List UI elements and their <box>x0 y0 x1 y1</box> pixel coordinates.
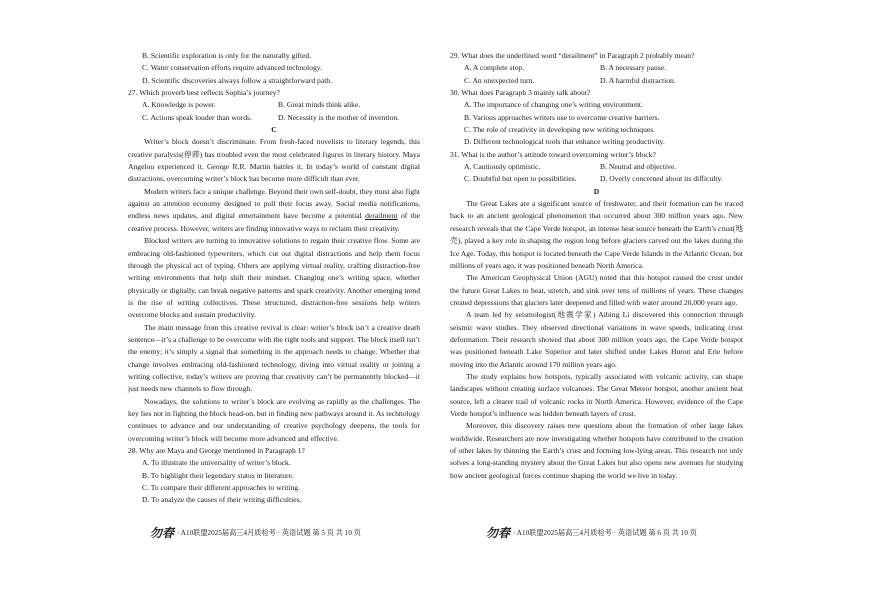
option-text: B. To highlight their legendary status in literature. <box>142 470 294 480</box>
left-column <box>128 50 420 507</box>
passage-paragraph: The American Geophysical Union (AGU) noted that this hotspot caused the crust under the future Great Lakes to heat, stretch, and sink over tens of millions of years. These changes created depressions that glaciers later deepened and filled with water around 20,000 years ago. <box>450 273 743 307</box>
option-text: D. Different technological tools that enhance writing productivity. <box>464 137 665 147</box>
option-text: D. To analyze the causes of their writing difficulties. <box>142 495 302 505</box>
question-stem: 28. Why are Maya and George mentioned in Paragraph 1? <box>128 446 305 455</box>
paragraph-text: of the creative process. However, writers are finding innovative ways to reclaim their creativity. <box>128 211 421 233</box>
passage-paragraph: Blocked writers are turning to innovative solutions to regain their creative flow. Some are embracing old-fashioned typewriters, which cut out digital distractions and help them focus through the physical act of typing. Others are applying virtual reality, crafting distraction-free writing environments that help shift their mindset. Changing one’s writing space, whether physically or digitally, can break negative patterns and spark creativity. Another emerging trend is the rise of writing collectives. These structured, distraction-free sessions help writers overcome blocks and sustain productivity. <box>128 236 420 320</box>
option-text: D. Overly concerned about its difficulty. <box>600 174 723 184</box>
passage-paragraph <box>128 186 420 235</box>
option-row <box>450 75 743 87</box>
option-text: C. An unexpected turn. <box>464 75 535 85</box>
passage-paragraph: Nowadays, the solutions to writer’s block are evolving as rapidly as the challenges. The key lies not in fighting the block head-on, but in finding new pathways around it. As technology continues to advance and our understanding of creative psychology deepens, the tools for overcoming writer’s block will become more advanced and effective. <box>128 396 420 443</box>
passage-paragraph: A team led by seismologist(地震学家) Aibing Li discovered this connection through seismic wave studies. They observed directional variations in wave speeds, indicating crust deformation. Their research showed that about 300 million years ago, the Cape Verde hotspot was positioned beneath Lake Superior and later shifted under Lakes Huron and Erie before moving into the Atlantic around 170 million years ago. <box>450 310 743 369</box>
right-column <box>450 50 743 482</box>
option-text: B. Neutral and objective. <box>600 162 677 172</box>
question-stem: 31. What is the author’s attitude toward overcoming writer’s block? <box>450 149 656 159</box>
option-row <box>128 112 420 124</box>
option-text: C. Doubtful but open to possibilities. <box>464 174 577 184</box>
passage-paragraph: The main message from this creative revival is clear: writer’s block isn’t a creative death sentence—it’s a challenge to be overcome with the right tools and support. The block itself isn’t the enemy; it’s simply a signal that something in the approach needs to change. Whether that change involves embracing old-fashioned technology, diving into virtual reality or joining a writing collective, today’s writers are proving that creativity can’t be permanently blocked—it just needs new channels to flow through. <box>128 322 420 394</box>
underlined-word: derailment <box>365 211 398 221</box>
option-text: D. Scientific discoveries always follow a straightforward path. <box>142 75 332 85</box>
option-text: A. Knowledge is power. <box>142 100 216 110</box>
section-heading: D <box>593 186 600 196</box>
option-row <box>450 161 743 173</box>
publisher-logo: 勿春 <box>486 526 511 540</box>
option-text: C. Actions speak louder than words. <box>142 112 252 122</box>
passage-paragraph: Writer’s block doesn’t discriminate. From fresh-faced novelists to literary legends, this creative paralysis(停滞) has troubled even the most celebrated figures in literary history. Maya Angelou experienced it. George R.R. Martin battles it. In today’s world of constant digital distractions, overcoming writer’s block has become more difficult than ever. <box>128 137 420 184</box>
option-row <box>450 173 743 185</box>
section-heading: C <box>271 125 277 135</box>
footer-text: · A10联盟2025届高三4月质检考 · 英语试题 第 6 页 共 10 页 <box>513 528 697 537</box>
option-text: B. Great minds think alike. <box>278 100 361 110</box>
option-text: B. Various approaches writers use to overcome creative barriers. <box>464 112 660 122</box>
option-text: A. The importance of changing one’s writing environment. <box>464 100 643 110</box>
option-text: C. The role of creativity in developing new writing techniques. <box>464 125 656 135</box>
paragraph-text: Modern writers face a unique challenge. Beyond their own self-doubt, they must also fight against an attention economy designed to pull their focus away. Social media notifications, endless news updates, and digital entertainment have become a potential <box>128 186 420 221</box>
question-stem: 27. Which proverb best reflects Sophia’s journey? <box>128 88 280 98</box>
option-text: C. Water conservation efforts require advanced technology. <box>142 63 322 73</box>
option-text: A. To illustrate the universality of writer’s block. <box>142 458 291 468</box>
footer-page-5 <box>150 524 361 541</box>
passage-paragraph: The study explains how hotspots, typically associated with volcanic activity, can shape landscapes without creating surface volcanoes. The Great Meteor hotspot, another ancient heat source, left a clearer trail of volcanic rocks in North America. However, evidence of the Cape Verde hotspot’s influence was hidden beneath layers of crust. <box>450 371 743 418</box>
option-row <box>450 62 743 74</box>
option-text: B. Scientific exploration is only for the naturally gifted. <box>142 51 312 60</box>
option-text: A. A complete stop. <box>464 63 525 73</box>
question-stem: 29. What does the underlined word “derailment” in Paragraph 2 probably mean? <box>450 51 695 60</box>
publisher-logo: 勿春 <box>150 526 175 540</box>
option-text: B. A necessary pause. <box>600 63 667 73</box>
footer-text: · A10联盟2025届高三4月质检考 · 英语试题 第 5 页 共 10 页 <box>177 528 361 537</box>
option-text: D. Necessity is the mother of invention. <box>278 112 400 122</box>
option-text: C. To compare their different approaches to writing. <box>142 483 300 493</box>
question-stem: 30. What does Paragraph 3 mainly talk about? <box>450 88 591 98</box>
option-text: A. Cautiously optimistic. <box>464 162 541 172</box>
passage-paragraph: Moreover, this discovery raises new questions about the formation of other large lakes worldwide. Researchers are now investigating whether hotspots have contributed to the creation of other lakes by thinning the Earth’s crust and forming low-lying areas. This research not only solves a long-standing mystery about the Great Lakes but also opens new avenues for studying how ancient geological forces continue shaping the world we live in today. <box>450 421 743 480</box>
passage-paragraph: The Great Lakes are a significant source of freshwater, and their formation can be traced back to an ancient geological phenomenon that occurred about 300 million years ago. New research reveals that the Cape Verde hotspot, an intense heat source beneath the Earth’s crust(地壳), played a key role in shaping the region long before glaciers carved out the lakes during the Ice Age. Today, this hotspot is located beneath the Cape Verde Islands in the Atlantic Ocean, but millions of years ago, it was positioned beneath North America. <box>450 199 743 270</box>
option-text: D. A harmful distraction. <box>600 75 676 85</box>
option-row <box>128 99 420 111</box>
footer-page-6 <box>486 524 697 541</box>
